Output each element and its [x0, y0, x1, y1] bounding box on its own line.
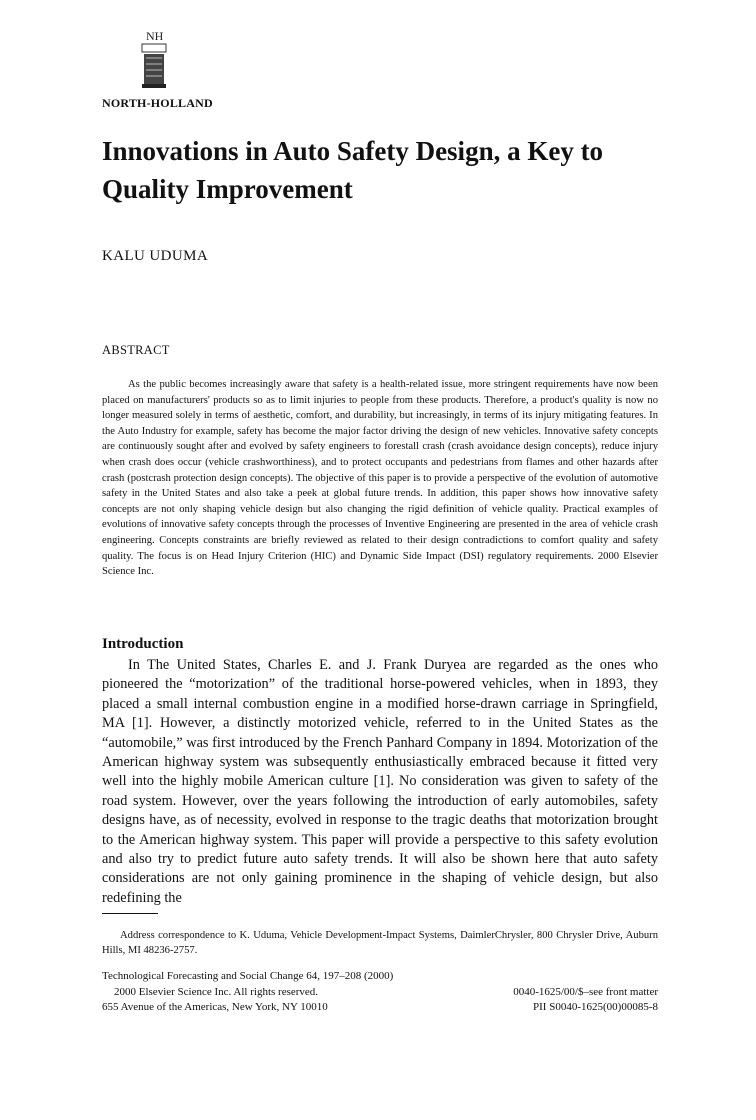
elsevier-tree-logo-icon: [136, 28, 172, 94]
abstract-heading: ABSTRACT: [102, 343, 170, 357]
copyright-notice: 2000 Elsevier Science Inc. All rights reserved.: [114, 985, 319, 998]
introduction-paragraph: In The United States, Charles E. and J. Frank Duryea are regarded as the ones who pioneered the “motorization” of the traditional horse-powered vehicles, when in 1893, they placed a small internal combustion engine in a modified horse-drawn carriage in Springfield, MA [1]. However, a distinctly motorized vehicle, referred to in the United States as the “automobile,” was first introduced by the French Panhard Company in 1894. Motorization of the American highway system was subsequently enthusiastically embraced because it fitted very well into the highly mobile American culture [1]. No consideration was given to safety of the road system. However, over the years following the introduction of early automobiles, safety designs have, as of necessity, evolved in response to the tragic deaths that motorization brought to the American highway system. This paper will provide a perspective to this safety evolution and also try to predict future auto safety trends. It will also be shown here that auto safety considerations are not only gaining prominence in the shaping of vehicle design, but also redefining the: [102, 657, 658, 906]
publisher-address: 655 Avenue of the Americas, New York, NY 10010: [102, 1001, 328, 1014]
article-title: Innovations in Auto Safety Design, a Key to Quality Improvement: [102, 136, 604, 204]
author-name: KALU UDUMA: [102, 248, 209, 264]
footnote-text: Address correspondence to K. Uduma, Vehicle Development-Impact Systems, DaimlerChrysler, 800 Chrysler Drive, Auburn Hills, MI 48236-2757.: [102, 930, 658, 957]
footnote-divider: [102, 913, 158, 914]
journal-citation: Technological Forecasting and Social Change 64, 197–208 (2000): [102, 970, 394, 982]
abstract-text: As the public becomes increasingly aware that safety is a health-related issue, more stringent requirements have now been placed on manufacturers' products so as to limit injuries to people from these products. Therefore, a product's quality is now no longer measured solely in terms of aesthetic, comfort, and durability, but increasingly, in terms of its injury mitigating features. In the Auto Industry for example, safety has become the major factor driving the design of new vehicles. Innovative safety concepts are continuously sought after and evolved by safety engineers to forestall crash (crash avoidance design concepts), reduce injury when crash does occur (vehicle crashworthiness), and to protect occupants and pedestrians from flames and other hazards after crash (postcrash protection design concepts). The objective of this paper is to provide a perspective of the evolution of automotive safety in the United States and also take a peek at global future trends. In addition, this paper shows how innovative safety concepts are not only shaping vehicle design but also changing the rigid definition of vehicle quality. Practical examples of evolutions of innovative safety concepts through the processes of Inventive Engineering are presented in the area of vehicle crash engineering. Concepts constraints are briefly reviewed as related to their design contradictions to comfort quality and safety quality. The focus is on Head Injury Criterion (HIC) and Dynamic Side Impact (DSI) regulatory requirements. 2000 Elsevier Science Inc.: [102, 379, 658, 578]
pii-identifier: PII S0040-1625(00)00085-8: [533, 1001, 658, 1014]
svg-text:NH: NH: [146, 29, 164, 43]
section-heading-introduction: Introduction: [102, 636, 184, 652]
journal-info: [102, 969, 658, 1016]
issn-price: 0040-1625/00/$–see front matter: [513, 985, 658, 998]
publisher-name: NORTH-HOLLAND: [102, 96, 213, 110]
